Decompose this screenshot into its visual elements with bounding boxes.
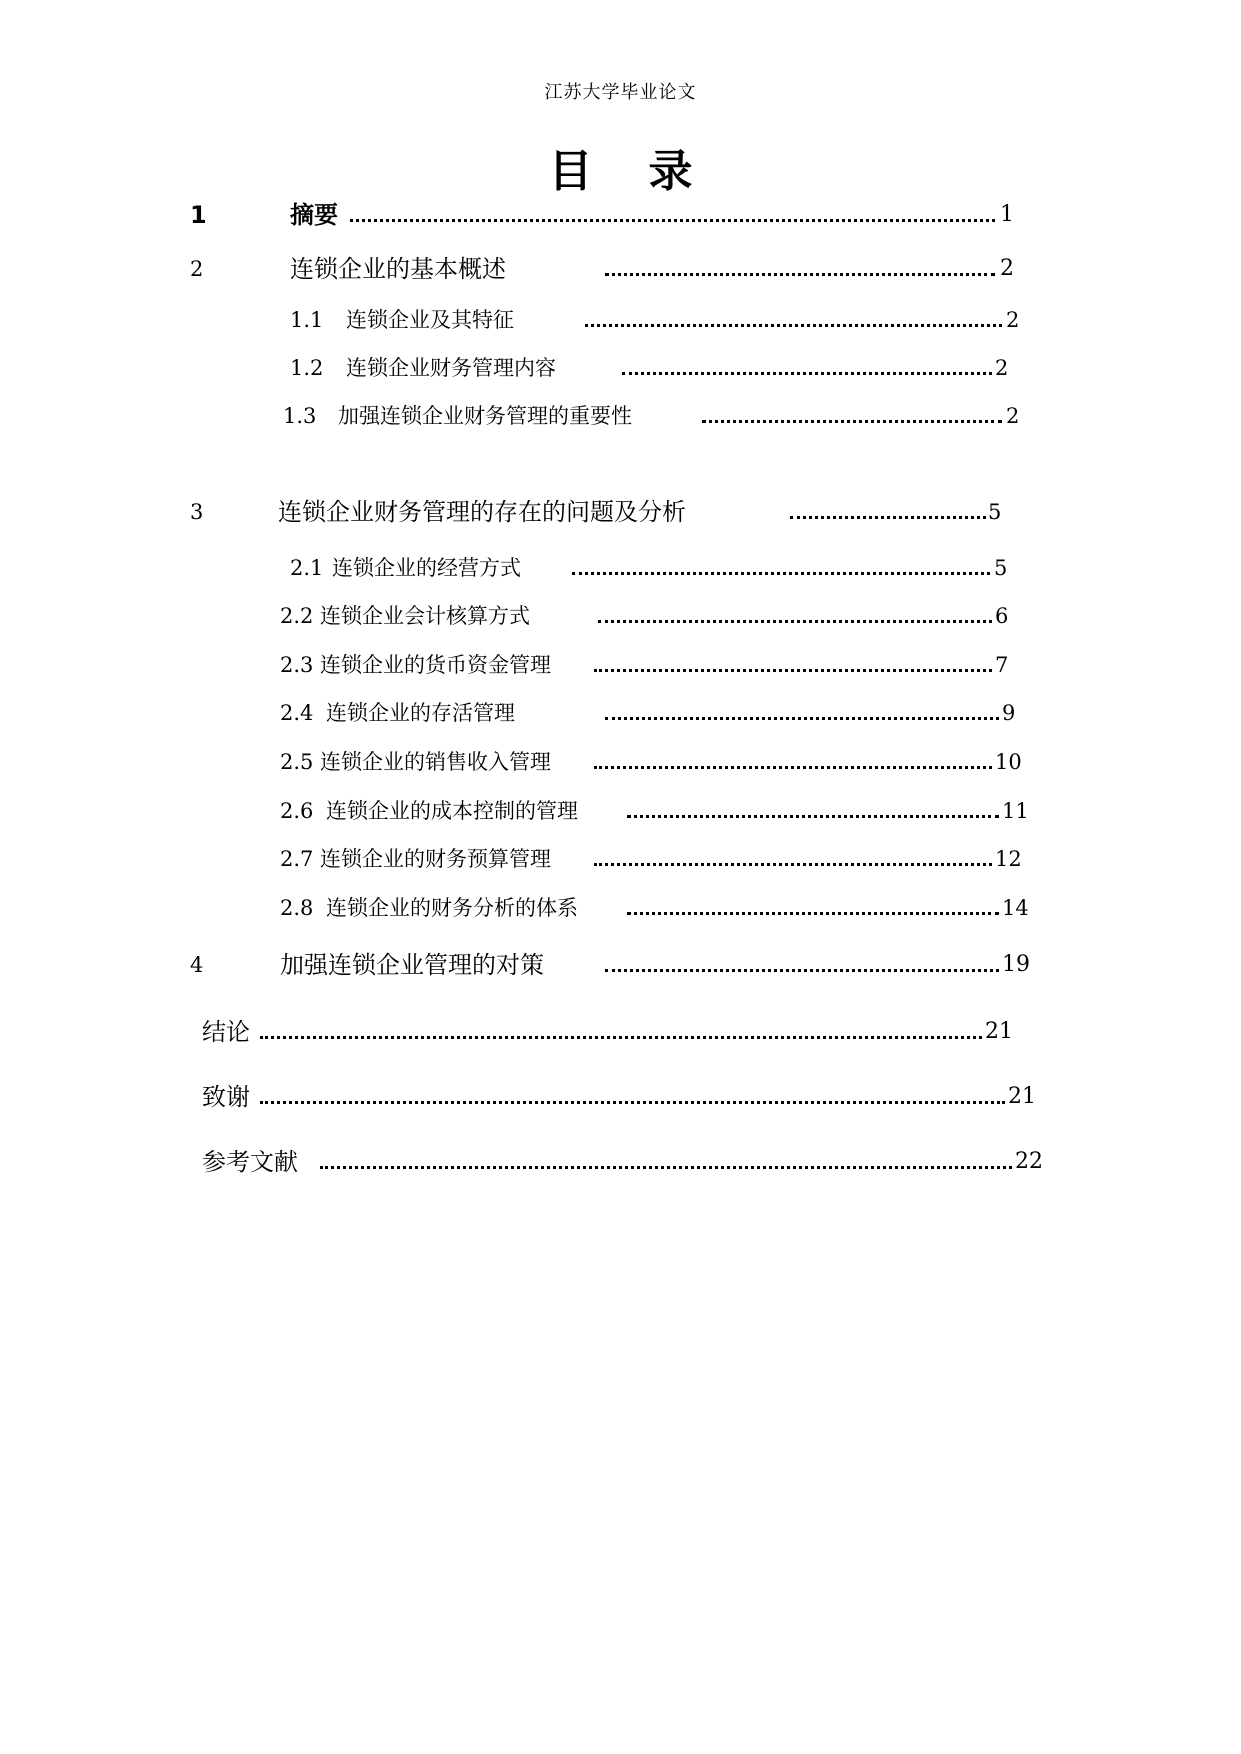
toc-entry-number: 1.3 <box>283 404 317 428</box>
dot-leader <box>622 372 992 375</box>
running-header: 江苏大学毕业论文 <box>544 82 697 103</box>
toc-entry-page: 5 <box>994 556 1008 580</box>
dot-leader <box>790 516 986 519</box>
toc-entry-section-2-3[interactable] <box>0 649 1241 681</box>
toc-entry-label: 加强连锁企业管理的对策 <box>280 951 544 979</box>
toc-entry-number: 2.3 <box>280 653 314 677</box>
toc-entry-label: 连锁企业财务管理内容 <box>346 356 556 380</box>
toc-entry-number: 2.2 <box>280 604 314 628</box>
toc-entry-section-1-2[interactable] <box>0 352 1241 384</box>
toc-entry-label: 结论 <box>202 1018 250 1046</box>
toc-entry-number: 2 <box>190 257 204 281</box>
toc-entry-label: 连锁企业及其特征 <box>346 308 514 332</box>
dot-leader <box>585 324 1002 327</box>
toc-entry-number: 2.7 <box>280 847 314 871</box>
toc-entry-label: 连锁企业会计核算方式 <box>320 604 530 628</box>
dot-leader <box>605 969 999 972</box>
toc-entry-chapter-3[interactable] <box>0 496 1241 528</box>
page-title: 目录 <box>548 146 749 197</box>
toc-entry-label: 参考文献 <box>202 1148 298 1176</box>
toc-entry-number: 3 <box>190 500 204 524</box>
toc-entry-label: 摘要 <box>290 201 338 229</box>
toc-entry-section-2-2[interactable] <box>0 600 1241 632</box>
dot-leader <box>594 863 992 866</box>
dot-leader <box>598 620 992 623</box>
toc-entry-number: 1 <box>190 201 207 229</box>
toc-entry-chapter-2[interactable] <box>0 253 1241 285</box>
toc-entry-number: 2.8 <box>280 896 314 920</box>
dot-leader <box>260 1036 982 1039</box>
toc-entry-section-2-4[interactable] <box>0 697 1241 729</box>
toc-entry-label: 致谢 <box>202 1083 250 1111</box>
toc-entry-label: 连锁企业的基本概述 <box>290 255 506 283</box>
toc-entry-page: 10 <box>995 750 1022 774</box>
toc-entry-label: 连锁企业的财务预算管理 <box>320 847 551 871</box>
toc-entry-page: 12 <box>995 847 1022 871</box>
dot-leader <box>350 219 995 222</box>
toc-entry-page: 14 <box>1002 896 1029 920</box>
toc-entry-page: 6 <box>995 604 1009 628</box>
dot-leader <box>605 717 999 720</box>
dot-leader <box>627 912 999 915</box>
toc-entry-section-2-5[interactable] <box>0 746 1241 778</box>
toc-entry-label: 连锁企业的经营方式 <box>332 556 521 580</box>
dot-leader <box>594 669 992 672</box>
toc-entry-number: 1.2 <box>290 356 324 380</box>
dot-leader <box>702 420 1002 423</box>
toc-entry-page: 1 <box>1000 202 1014 227</box>
dot-leader <box>627 815 999 818</box>
toc-entry-number: 2.5 <box>280 750 314 774</box>
toc-entry-page: 9 <box>1002 701 1016 725</box>
toc-entry-references[interactable] <box>0 1146 1241 1178</box>
toc-entry-label: 加强连锁企业财务管理的重要性 <box>338 404 632 428</box>
toc-entry-number: 2.4 <box>280 701 314 725</box>
toc-entry-label: 连锁企业的存活管理 <box>326 701 515 725</box>
toc-entry-label: 连锁企业的成本控制的管理 <box>326 799 578 823</box>
toc-entry-label: 连锁企业的销售收入管理 <box>320 750 551 774</box>
toc-entry-acknowledgements[interactable] <box>0 1081 1241 1113</box>
toc-entry-page: 2 <box>995 356 1009 380</box>
toc-entry-label: 连锁企业财务管理的存在的问题及分析 <box>278 498 686 526</box>
dot-leader <box>605 273 995 276</box>
toc-entry-abstract[interactable] <box>0 199 1241 231</box>
toc-entry-label: 连锁企业的货币资金管理 <box>320 653 551 677</box>
toc-entry-section-1-1[interactable] <box>0 304 1241 336</box>
toc-entry-page: 2 <box>1006 404 1020 428</box>
toc-entry-number: 4 <box>190 953 204 977</box>
toc-entry-page: 19 <box>1002 952 1030 977</box>
toc-entry-page: 2 <box>1000 256 1014 281</box>
toc-entry-section-2-8[interactable] <box>0 892 1241 924</box>
toc-entry-conclusion[interactable] <box>0 1016 1241 1048</box>
toc-entry-section-2-7[interactable] <box>0 843 1241 875</box>
toc-entry-page: 2 <box>1006 308 1020 332</box>
toc-entry-label: 连锁企业的财务分析的体系 <box>326 896 578 920</box>
dot-leader <box>320 1166 1012 1169</box>
dot-leader <box>594 766 992 769</box>
toc-entry-page: 21 <box>985 1019 1013 1044</box>
toc-entry-page: 22 <box>1015 1149 1043 1174</box>
toc-entry-number: 2.6 <box>280 799 314 823</box>
toc-entry-section-2-6[interactable] <box>0 795 1241 827</box>
toc-entry-page: 5 <box>988 500 1002 524</box>
toc-entry-number: 1.1 <box>290 308 324 332</box>
dot-leader <box>572 572 990 575</box>
toc-entry-section-2-1[interactable] <box>0 552 1241 584</box>
toc-entry-number: 2.1 <box>290 556 324 580</box>
dot-leader <box>260 1101 1005 1104</box>
toc-entry-page: 7 <box>995 653 1009 677</box>
toc-entry-page: 21 <box>1008 1084 1036 1109</box>
toc-entry-chapter-4[interactable] <box>0 949 1241 981</box>
toc-entry-page: 11 <box>1002 799 1029 823</box>
toc-entry-section-1-3[interactable] <box>0 400 1241 432</box>
